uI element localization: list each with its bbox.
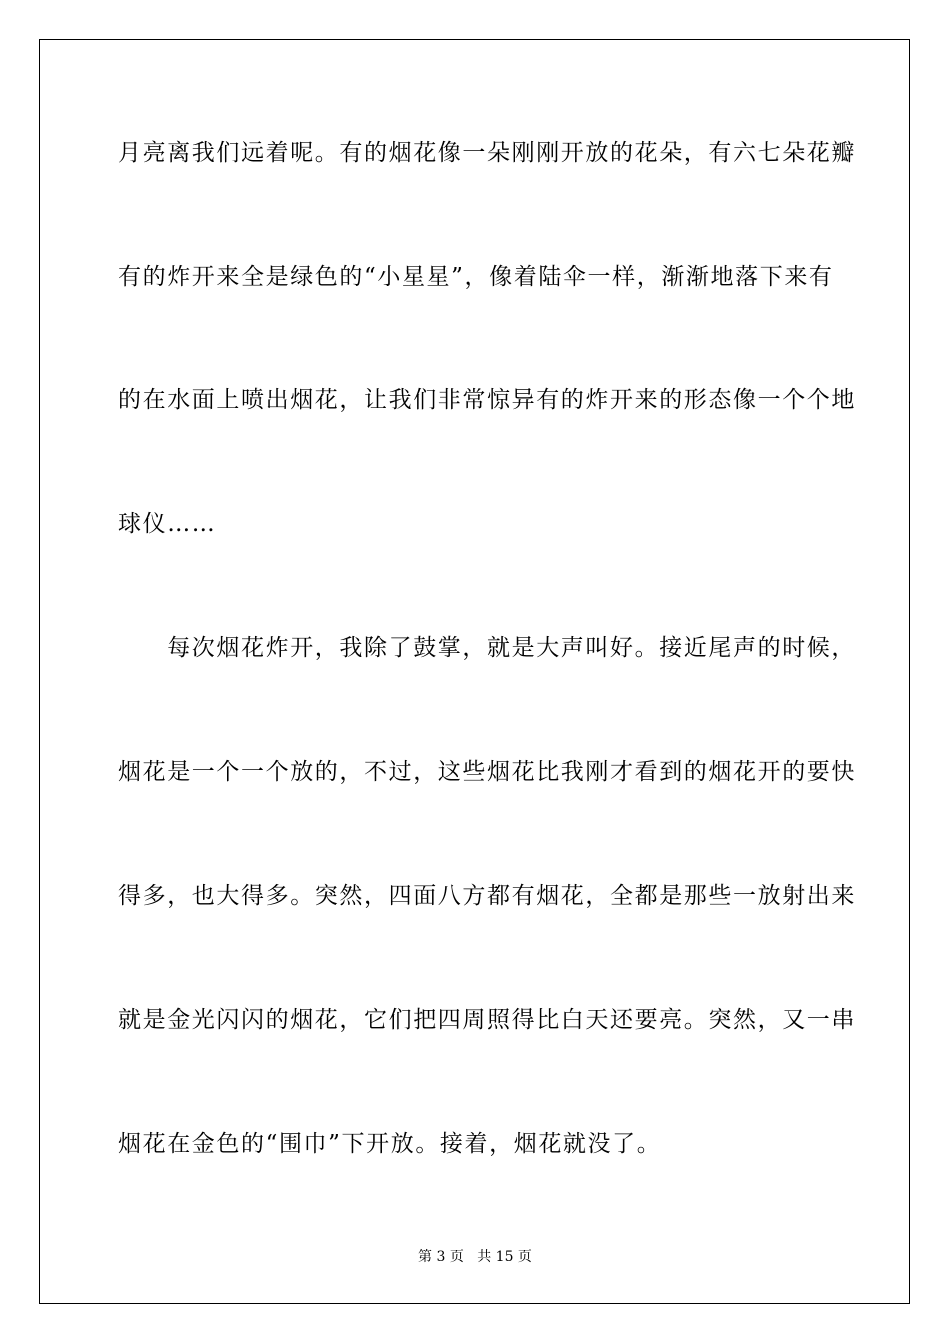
page-border — [39, 39, 910, 1304]
page-footer — [0, 1247, 950, 1267]
text-line: 有的炸开来全是绿色的“小星星”，像着陆伞一样，渐渐地落下来有 — [118, 264, 834, 290]
text-line: 的在水面上喷出烟花，让我们非常惊异有的炸开来的形态像一个个地 — [118, 387, 856, 413]
page-total: 共 15 页 — [477, 1249, 532, 1265]
text-line: 得多，也大得多。突然，四面八方都有烟花，全都是那些一放射出来 — [118, 883, 856, 909]
text-line: 球仪…… — [118, 511, 217, 537]
text-line: 烟花在金色的“围巾”下开放。接着，烟花就没了。 — [118, 1131, 662, 1157]
text-line: 烟花是一个一个放的，不过，这些烟花比我刚才看到的烟花开的要快 — [118, 759, 856, 785]
text-line: 月亮离我们远着呢。有的烟花像一朵刚刚开放的花朵，有六七朵花瓣 — [118, 140, 856, 166]
page-number: 第 3 页 — [418, 1249, 464, 1265]
text-line: 就是金光闪闪的烟花，它们把四周照得比白天还要亮。突然，又一串 — [118, 1007, 856, 1033]
text-line: 每次烟花炸开，我除了鼓掌，就是大声叫好。接近尾声的时候， — [118, 635, 856, 661]
